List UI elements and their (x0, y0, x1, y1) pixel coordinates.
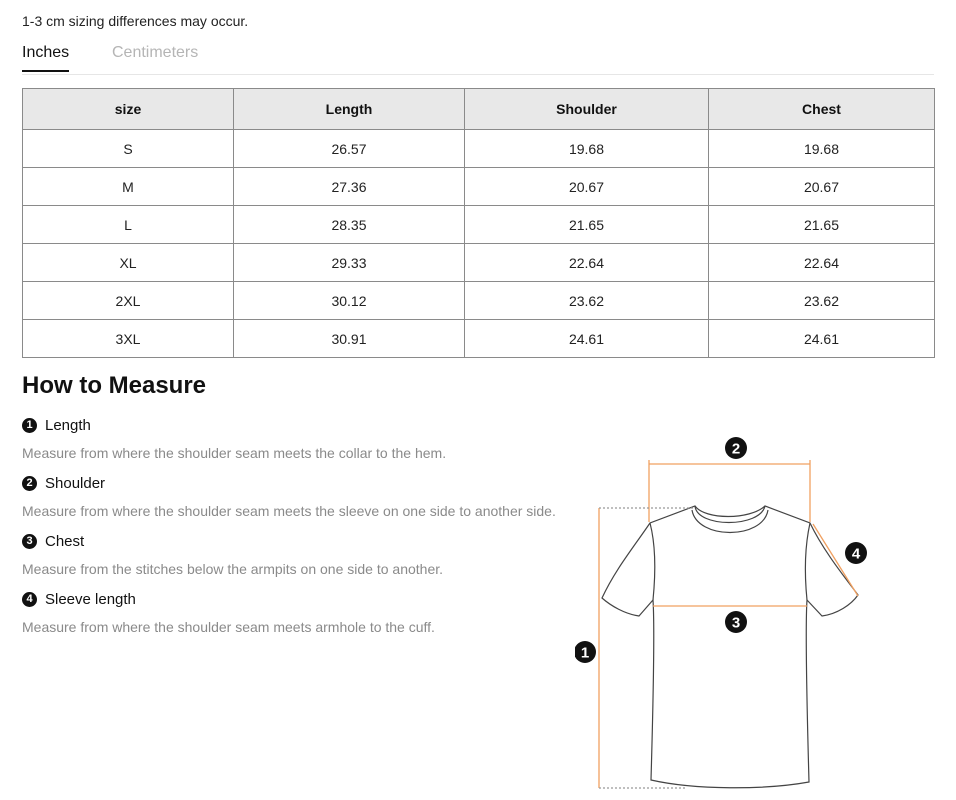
cell-chest: 19.68 (709, 130, 935, 168)
cell-shoulder: 20.67 (465, 168, 709, 206)
cell-shoulder: 19.68 (465, 130, 709, 168)
step-label: Sleeve length (45, 590, 136, 608)
step-description: Measure from where the shoulder seam meets the collar to the hem. (22, 445, 447, 461)
tab-centimeters[interactable]: Centimeters (112, 44, 199, 61)
cell-size: 2XL (23, 282, 234, 320)
step-number-badge: 1 (22, 418, 37, 433)
table-header-row (23, 89, 935, 130)
table-row (23, 282, 935, 320)
unit-tabs (22, 44, 934, 75)
step-number-badge: 4 (22, 592, 37, 607)
step-label: Chest (45, 532, 85, 550)
cell-shoulder: 22.64 (465, 244, 709, 282)
marker-1-label: 1 (580, 644, 590, 662)
cell-shoulder: 21.65 (465, 206, 709, 244)
how-to-measure-title: How to Measure (22, 372, 207, 399)
marker-4-label: 4 (851, 545, 861, 563)
cell-size: 3XL (23, 320, 234, 358)
cell-length: 30.91 (234, 320, 465, 358)
cell-shoulder: 24.61 (465, 320, 709, 358)
cell-shoulder: 23.62 (465, 282, 709, 320)
step-number-badge: 2 (22, 476, 37, 491)
step-label: Shoulder (45, 474, 106, 492)
table-row (23, 206, 935, 244)
measure-steps (22, 416, 592, 648)
cell-chest: 20.67 (709, 168, 935, 206)
marker-1 (575, 641, 596, 663)
cell-size: L (23, 206, 234, 244)
step-number-badge: 3 (22, 534, 37, 549)
step-description: Measure from where the shoulder seam meets armhole to the cuff. (22, 619, 435, 635)
marker-2 (725, 437, 747, 459)
column-header-shoulder: Shoulder (465, 89, 709, 130)
column-header-chest: Chest (709, 89, 935, 130)
tshirt-icon (602, 506, 858, 788)
cell-chest: 23.62 (709, 282, 935, 320)
step-shoulder (22, 474, 592, 521)
column-header-size: size (23, 89, 234, 130)
step-sleeve-length (22, 590, 592, 637)
marker-2-label: 2 (731, 440, 741, 458)
step-description: Measure from the stitches below the armpits on one side to another. (22, 561, 444, 577)
table-row (23, 320, 935, 358)
table-row (23, 168, 935, 206)
cell-length: 29.33 (234, 244, 465, 282)
table-row (23, 130, 935, 168)
sizing-note: 1-3 cm sizing differences may occur. (22, 13, 249, 29)
cell-chest: 24.61 (709, 320, 935, 358)
step-description: Measure from where the shoulder seam meets the sleeve on one side to another side. (22, 503, 556, 519)
marker-4 (845, 542, 867, 564)
step-chest (22, 532, 592, 579)
tshirt-measure-diagram (575, 430, 875, 800)
cell-size: S (23, 130, 234, 168)
cell-length: 27.36 (234, 168, 465, 206)
step-length (22, 416, 592, 463)
cell-size: M (23, 168, 234, 206)
cell-length: 26.57 (234, 130, 465, 168)
column-header-length: Length (234, 89, 465, 130)
cell-length: 28.35 (234, 206, 465, 244)
cell-chest: 21.65 (709, 206, 935, 244)
marker-3 (725, 611, 747, 633)
tab-inches[interactable]: Inches (22, 44, 69, 72)
cell-length: 30.12 (234, 282, 465, 320)
cell-size: XL (23, 244, 234, 282)
cell-chest: 22.64 (709, 244, 935, 282)
size-chart-table (22, 88, 935, 358)
table-row (23, 244, 935, 282)
step-label: Length (45, 416, 91, 434)
marker-3-label: 3 (731, 614, 741, 632)
